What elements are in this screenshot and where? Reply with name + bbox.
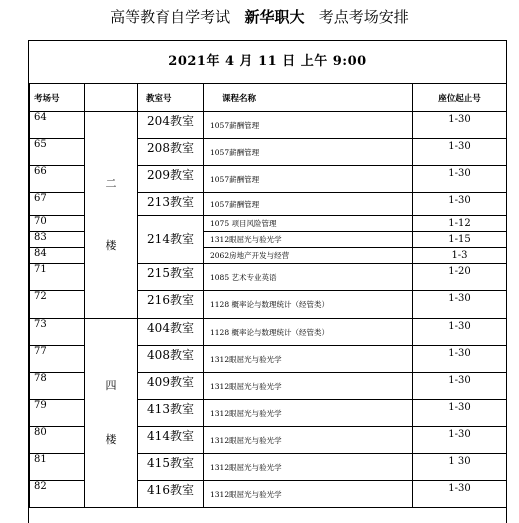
floor-char: 楼 xyxy=(105,239,117,252)
seat-range-cell: 1-30 xyxy=(413,481,507,508)
exam-no-cell: 64 xyxy=(30,112,85,139)
exam-no-cell: 77 xyxy=(30,346,85,373)
table-row xyxy=(30,319,507,346)
course-cell: 1085 艺术专业英语 xyxy=(204,264,413,291)
title-school: 新华职大 xyxy=(244,8,305,26)
header-room: 教室号 xyxy=(138,84,204,112)
exam-no-cell: 66 xyxy=(30,166,85,193)
floor-spacer xyxy=(85,393,137,433)
room-cell: 409教室 xyxy=(138,373,204,400)
floor-cell-second xyxy=(85,112,138,319)
header-exam-no: 考场号 xyxy=(30,84,85,112)
page-title xyxy=(0,4,519,30)
course-cell: 1057薪酬管理 xyxy=(204,166,413,193)
header-course: 课程名称 xyxy=(204,84,413,112)
floor-char: 楼 xyxy=(105,433,117,446)
schedule-sheet xyxy=(28,40,507,523)
exam-no-cell: 73 xyxy=(30,319,85,346)
seat-range-cell: 1-30 xyxy=(413,400,507,427)
seat-range-cell: 1-12 xyxy=(413,216,507,232)
exam-no-cell: 65 xyxy=(30,139,85,166)
course-cell: 1312眼屈光与验光学 xyxy=(204,427,413,454)
header-seat: 座位起止号 xyxy=(413,84,507,112)
room-cell: 216教室 xyxy=(138,291,204,319)
floor-cell-fourth xyxy=(85,319,138,508)
course-cell: 1312眼屈光与验光学 xyxy=(204,346,413,373)
room-cell: 214教室 xyxy=(138,216,204,264)
room-cell: 413教室 xyxy=(138,400,204,427)
room-cell: 209教室 xyxy=(138,166,204,193)
course-cell: 1057薪酬管理 xyxy=(204,193,413,216)
course-cell: 1312眼屈光与验光学 xyxy=(204,400,413,427)
exam-no-cell: 84 xyxy=(30,248,85,264)
exam-no-cell: 70 xyxy=(30,216,85,232)
exam-no-cell: 71 xyxy=(30,264,85,291)
seat-range-cell: 1-30 xyxy=(413,193,507,216)
course-cell: 1057薪酬管理 xyxy=(204,139,413,166)
exam-no-cell: 67 xyxy=(30,193,85,216)
course-cell: 1128 概率论与数理统计（经管类） xyxy=(204,291,413,319)
seat-range-cell: 1-15 xyxy=(413,232,507,248)
room-cell: 408教室 xyxy=(138,346,204,373)
exam-no-cell: 82 xyxy=(30,481,85,508)
floor-char: 四 xyxy=(105,379,117,392)
seat-range-cell: 1-30 xyxy=(413,346,507,373)
course-cell: 1312眼屈光与验光学 xyxy=(204,232,413,248)
course-cell: 1312眼屈光与验光学 xyxy=(204,481,413,508)
seat-range-cell: 1-30 xyxy=(413,139,507,166)
course-cell: 1075 项目风险管理 xyxy=(204,216,413,232)
seat-range-cell: 1-30 xyxy=(413,291,507,319)
exam-no-cell: 72 xyxy=(30,291,85,319)
room-cell: 204教室 xyxy=(138,112,204,139)
seat-range-cell: 1-30 xyxy=(413,112,507,139)
course-cell: 1312眼屈光与验光学 xyxy=(204,373,413,400)
seat-range-cell: 1-20 xyxy=(413,264,507,291)
table-row xyxy=(30,112,507,139)
floor-char: 二 xyxy=(105,177,117,190)
seat-range-cell: 1-30 xyxy=(413,166,507,193)
room-cell: 404教室 xyxy=(138,319,204,346)
seat-range-cell: 1 30 xyxy=(413,454,507,481)
exam-room-table xyxy=(29,83,507,508)
title-prefix: 高等教育自学考试 xyxy=(110,8,245,26)
course-cell: 1128 概率论与数理统计（经管类） xyxy=(204,319,413,346)
exam-no-cell: 80 xyxy=(30,427,85,454)
exam-no-cell: 78 xyxy=(30,373,85,400)
exam-no-cell: 83 xyxy=(30,232,85,248)
room-cell: 414教室 xyxy=(138,427,204,454)
floor-spacer xyxy=(85,191,137,239)
seat-range-cell: 1-30 xyxy=(413,373,507,400)
course-cell: 1312眼屈光与验光学 xyxy=(204,454,413,481)
exam-no-cell: 79 xyxy=(30,400,85,427)
seat-range-cell: 1-30 xyxy=(413,319,507,346)
course-cell: 2062房地产开发与经营 xyxy=(204,248,413,264)
room-cell: 213教室 xyxy=(138,193,204,216)
room-cell: 215教室 xyxy=(138,264,204,291)
seat-range-cell: 1-30 xyxy=(413,427,507,454)
title-suffix: 考点考场安排 xyxy=(304,8,409,26)
header-floor xyxy=(85,84,138,112)
course-cell: 1057薪酬管理 xyxy=(204,112,413,139)
exam-no-cell: 81 xyxy=(30,454,85,481)
room-cell: 416教室 xyxy=(138,481,204,508)
seat-range-cell: 1-3 xyxy=(413,248,507,264)
exam-date-line: 2021年 4 月 11 日 上午 9:00 xyxy=(168,54,367,69)
table-header-row xyxy=(30,84,507,112)
room-cell: 208教室 xyxy=(138,139,204,166)
room-cell: 415教室 xyxy=(138,454,204,481)
